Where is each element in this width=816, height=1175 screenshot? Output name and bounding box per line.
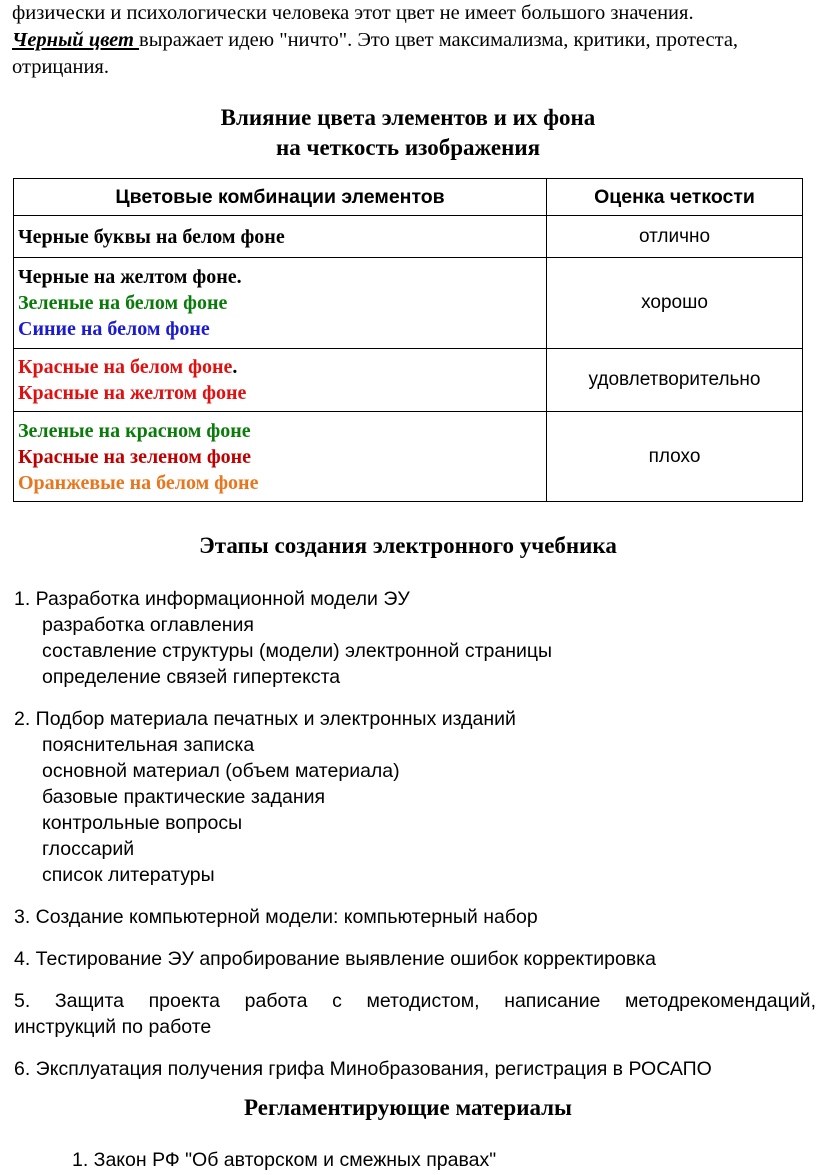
combination-text: Черные буквы на белом фоне xyxy=(18,225,285,248)
rating-cell: плохо xyxy=(547,412,803,502)
step-subitem: базовые практические задания xyxy=(42,786,326,808)
combination-text: Красные на зеленом фоне xyxy=(18,445,252,468)
intro-line-3: отрицания. xyxy=(12,56,109,78)
table-row xyxy=(14,412,803,502)
combination-text: Красные на белом фоне xyxy=(18,356,233,378)
rating-cell: удовлетворительно xyxy=(547,349,803,412)
combination-cell xyxy=(14,258,547,349)
rating-cell: хорошо xyxy=(547,258,803,349)
regulatory-title: Регламентирующие материалы xyxy=(243,1095,573,1120)
combination-text: Зеленые на белом фоне xyxy=(18,292,228,314)
combination-line xyxy=(18,444,542,470)
combination-cell xyxy=(14,412,547,502)
step-subitem: составление структуры (модели) электронной страницы xyxy=(42,640,553,662)
combination-line xyxy=(18,354,542,380)
step-3 xyxy=(14,904,816,930)
combination-cell xyxy=(14,349,547,412)
step-subitem: пояснительная записка xyxy=(42,734,255,756)
step-subitem: список литературы xyxy=(42,864,215,886)
step-6: 6. Эксплуатация получения грифа Минобразования, регистрация в РОСАПО xyxy=(14,1058,712,1080)
regulatory-item: 1. Закон РФ "Об авторском и смежных правах" xyxy=(72,1149,497,1171)
table-body xyxy=(14,216,803,502)
table-row xyxy=(14,258,803,349)
header-rating: Оценка четкости xyxy=(547,179,803,216)
combination-text: Черные на желтом фоне. xyxy=(18,266,242,288)
rating-cell: отлично xyxy=(547,216,803,258)
combination-text: Красные на желтом фоне xyxy=(18,382,247,404)
table-title-line-2: на четкость изображения xyxy=(275,135,541,160)
intro-paragraph xyxy=(12,0,816,81)
table-title-line-1: Влияние цвета элементов и их фона xyxy=(220,105,596,130)
combination-line xyxy=(18,380,542,406)
step-subitem: основной материал (объем материала) xyxy=(42,760,400,782)
table-header-row xyxy=(14,179,803,216)
intro-line-2-rest: выражает идею "ничто". Это цвет максимализма, критики, протеста, xyxy=(139,29,739,51)
steps-title: Этапы создания электронного учебника xyxy=(199,533,617,558)
combination-cell xyxy=(14,216,547,258)
step-1 xyxy=(14,586,816,690)
steps-list xyxy=(14,586,816,972)
step-subitem: разработка оглавления xyxy=(42,614,254,636)
table-title xyxy=(0,103,816,163)
combination-line xyxy=(18,264,542,290)
header-combinations: Цветовые комбинации элементов xyxy=(14,179,547,216)
step-2 xyxy=(14,706,816,888)
table-row xyxy=(14,349,803,412)
combination-line xyxy=(18,316,542,342)
table-row xyxy=(14,216,803,258)
intro-line-1: физически и психологически человека этот цвет не имеет большого значения. xyxy=(12,2,694,24)
black-color-term: Черный цвет xyxy=(12,29,140,51)
combination-line xyxy=(18,470,542,496)
step-subitem: контрольные вопросы xyxy=(42,812,243,834)
step-subitem: глоссарий xyxy=(42,838,135,860)
step-5 xyxy=(14,988,816,1040)
combination-text: Зеленые на красном фоне xyxy=(18,419,251,442)
step-4 xyxy=(14,946,816,972)
combination-text: Синие на белом фоне xyxy=(18,318,210,340)
intro-line-2 xyxy=(12,27,816,54)
steps-section xyxy=(14,586,816,1082)
combination-line xyxy=(18,290,542,316)
step-5-line-2: инструкций по работе xyxy=(14,1016,212,1038)
step-heading: 4. Тестирование ЭУ апробирование выявление ошибок корректировка xyxy=(14,948,656,970)
step-heading: 2. Подбор материала печатных и электронных изданий xyxy=(14,708,516,730)
step-subitem: определение связей гипертекста xyxy=(42,666,341,688)
step-5-line-1: 5. Защита проекта работа с методистом, написание методрекомендаций, xyxy=(14,990,816,1012)
step-heading: 1. Разработка информационной модели ЭУ xyxy=(14,588,410,610)
step-heading: 3. Создание компьютерной модели: компьютерный набор xyxy=(14,906,538,928)
regulatory-list xyxy=(72,1147,496,1173)
color-legibility-table xyxy=(13,178,803,502)
combination-text: Оранжевые на белом фоне xyxy=(18,471,259,494)
combination-line xyxy=(18,418,542,444)
combination-line xyxy=(18,224,542,250)
combination-suffix: . xyxy=(232,356,238,378)
